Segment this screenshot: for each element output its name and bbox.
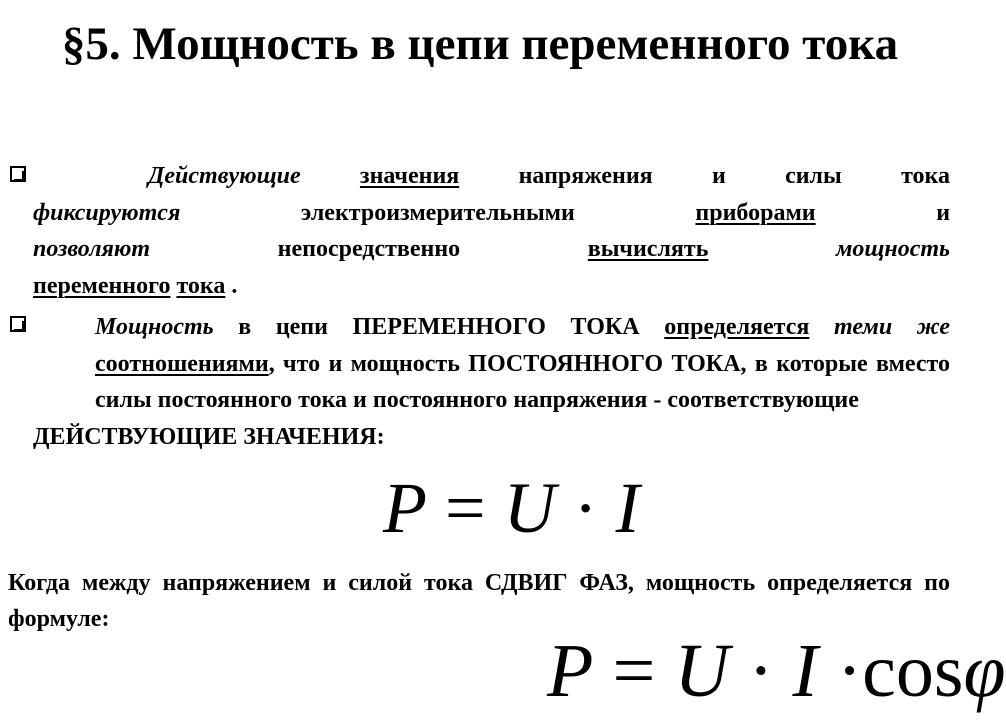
text-italic: позволяют [33,236,151,262]
text-underlined: тока [176,272,226,299]
text: напряжения и силы тока [518,163,951,189]
text-underlined: приборами [695,199,816,226]
formula-symbol: P [383,468,427,548]
text: , что и мощность ПОСТОЯННОГО ТОКА, в которые вместо силы постоянного тока и постоянного напряжения - соответствующие [95,350,950,413]
checkbox-bullet-icon [10,316,26,332]
text-underlined: определяется [664,314,810,340]
formula-symbol: U [674,629,730,713]
formula-power [383,468,640,548]
text: и [936,199,951,226]
text-italic: Действующие [148,163,301,189]
formula-operator: = [444,468,486,548]
text-italic: фиксируются [33,199,181,226]
formula-operator: · [573,468,598,548]
text-italic: теми же [834,314,951,340]
text: непосредственно [277,236,461,262]
formula-operator: · [836,629,863,713]
text-underlined: переменного [33,272,171,299]
text-italic: Мощность [95,314,214,340]
paragraph-effective-values [33,158,950,304]
text: электроизмерительными [300,199,575,226]
formula-symbol: U [503,468,556,548]
formula-function: cos [862,629,964,713]
paragraph-power-ac [33,309,950,455]
text: . [231,272,238,299]
formula-symbol: I [792,629,818,713]
text-italic: мощность [835,236,951,262]
text: ДЕЙСТВУЮЩИЕ ЗНАЧЕНИЯ: [33,423,385,450]
formula-symbol: P [547,629,594,713]
page-title: §5. Мощность в цепи переменного тока [61,18,899,70]
text-underlined: вычислять [587,236,709,262]
text: в цепи ПЕРЕМЕННОГО ТОКА [238,314,640,340]
formula-symbol: φ [963,629,1006,713]
formula-operator: · [748,629,774,713]
formula-power-cos [547,626,1006,716]
paragraph-phase-shift: Когда между напряжением и силой тока СДВИГ ФАЗ, мощность определяется по формуле: [8,570,950,632]
formula-operator: = [612,629,656,713]
formula-symbol: I [615,468,640,548]
text-underlined: значения [359,163,460,189]
checkbox-bullet-icon [10,166,26,182]
text-underlined: соотношениями [95,350,269,377]
